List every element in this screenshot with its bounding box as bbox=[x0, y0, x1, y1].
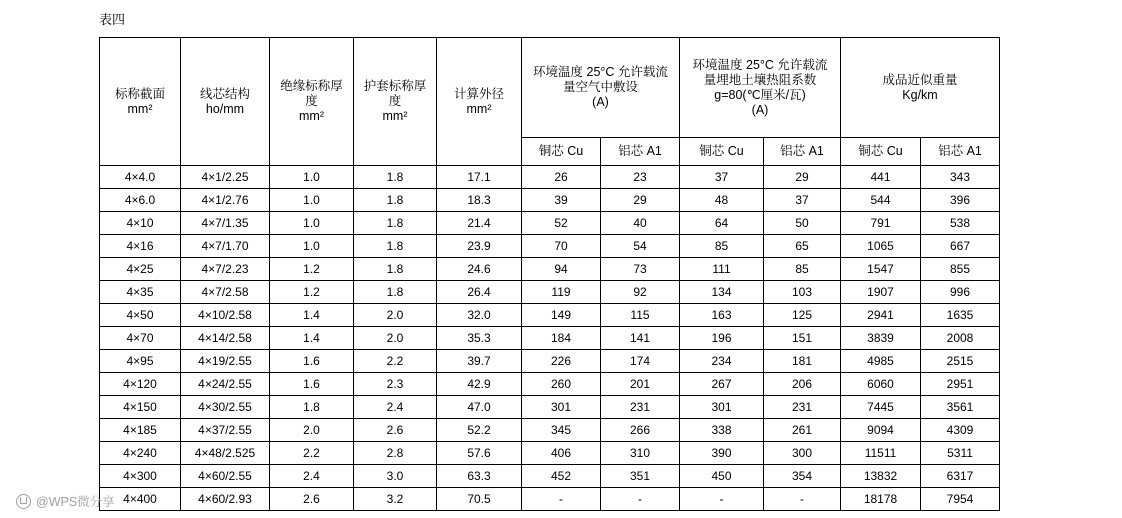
column-header-nominal_section bbox=[100, 38, 181, 166]
table-cell: - bbox=[601, 488, 680, 511]
table-row bbox=[100, 373, 1000, 396]
column-header-line: mm² bbox=[127, 101, 153, 116]
table-cell: 1.4 bbox=[270, 327, 354, 350]
table-cell: 301 bbox=[680, 396, 764, 419]
table-cell: 4309 bbox=[921, 419, 1000, 442]
table-cell: 1.0 bbox=[270, 212, 354, 235]
table-cell: 1.0 bbox=[270, 235, 354, 258]
table-row bbox=[100, 258, 1000, 281]
table-row bbox=[100, 488, 1000, 511]
table-cell: 52 bbox=[522, 212, 601, 235]
table-cell: 4×19/2.55 bbox=[181, 350, 270, 373]
table-cell: 4×14/2.58 bbox=[181, 327, 270, 350]
table-cell: 40 bbox=[601, 212, 680, 235]
table-cell: 174 bbox=[601, 350, 680, 373]
table-row bbox=[100, 396, 1000, 419]
table-cell: 4×185 bbox=[100, 419, 181, 442]
table-cell: 141 bbox=[601, 327, 680, 350]
column-header-soil_current bbox=[680, 38, 841, 138]
table-cell: 4×1/2.25 bbox=[181, 166, 270, 189]
table-cell: 1.0 bbox=[270, 166, 354, 189]
table-cell: 261 bbox=[764, 419, 841, 442]
table-row bbox=[100, 419, 1000, 442]
column-header-line: mm² bbox=[466, 101, 492, 116]
table-cell: 231 bbox=[764, 396, 841, 419]
table-cell: 4985 bbox=[841, 350, 921, 373]
table-cell: 54 bbox=[601, 235, 680, 258]
table-cell: 4×70 bbox=[100, 327, 181, 350]
column-header-line: mm² bbox=[382, 109, 408, 123]
column-header-line: 绝缘标称厚 bbox=[280, 79, 343, 93]
column-header-weight bbox=[841, 38, 1000, 138]
column-header-line: 量空气中敷设 bbox=[562, 80, 638, 94]
table-cell: 9094 bbox=[841, 419, 921, 442]
table-cell: 17.1 bbox=[437, 166, 522, 189]
table-header-row-group bbox=[100, 38, 1000, 138]
table-cell: 396 bbox=[921, 189, 1000, 212]
table-cell: 855 bbox=[921, 258, 1000, 281]
table-cell: 29 bbox=[764, 166, 841, 189]
table-cell: 2.0 bbox=[354, 327, 437, 350]
table-cell: 47.0 bbox=[437, 396, 522, 419]
table-cell: 4×4.0 bbox=[100, 166, 181, 189]
table-cell: 1.2 bbox=[270, 281, 354, 304]
table-cell: 11511 bbox=[841, 442, 921, 465]
column-subheader: 铝芯 A1 bbox=[921, 138, 1000, 166]
table-cell: 301 bbox=[522, 396, 601, 419]
column-subheader: 铜芯 Cu bbox=[841, 138, 921, 166]
table-cell: 7954 bbox=[921, 488, 1000, 511]
column-header-core_structure bbox=[181, 38, 270, 166]
table-cell: 4×300 bbox=[100, 465, 181, 488]
table-cell: 4×240 bbox=[100, 442, 181, 465]
table-cell: 231 bbox=[601, 396, 680, 419]
table-row bbox=[100, 281, 1000, 304]
table-cell: 267 bbox=[680, 373, 764, 396]
table-cell: 85 bbox=[680, 235, 764, 258]
table-cell: 29 bbox=[601, 189, 680, 212]
table-cell: 3.2 bbox=[354, 488, 437, 511]
table-cell: 94 bbox=[522, 258, 601, 281]
table-cell: 1.8 bbox=[354, 166, 437, 189]
table-cell: 1.8 bbox=[270, 396, 354, 419]
column-header-line: 计算外径 bbox=[453, 86, 504, 101]
watermark bbox=[16, 492, 115, 510]
table-cell: 70 bbox=[522, 235, 601, 258]
table-cell: 37 bbox=[680, 166, 764, 189]
table-cell: 24.6 bbox=[437, 258, 522, 281]
table-head bbox=[100, 38, 1000, 166]
table-cell: 23 bbox=[601, 166, 680, 189]
table-cell: 4×35 bbox=[100, 281, 181, 304]
watermark-icon bbox=[16, 494, 31, 509]
table-cell: 1.8 bbox=[354, 258, 437, 281]
table-cell: 1.6 bbox=[270, 350, 354, 373]
table-cell: 2.4 bbox=[354, 396, 437, 419]
column-subheader: 铜芯 Cu bbox=[522, 138, 601, 166]
table-cell: 1.8 bbox=[354, 281, 437, 304]
table-cell: 1.8 bbox=[354, 235, 437, 258]
table-cell: 65 bbox=[764, 235, 841, 258]
table-cell: 4×37/2.55 bbox=[181, 419, 270, 442]
table-cell: 345 bbox=[522, 419, 601, 442]
table-cell: 184 bbox=[522, 327, 601, 350]
table-cell: 338 bbox=[680, 419, 764, 442]
table-cell: 2.2 bbox=[354, 350, 437, 373]
table-cell: 111 bbox=[680, 258, 764, 281]
table-cell: 4×10 bbox=[100, 212, 181, 235]
table-cell: 1065 bbox=[841, 235, 921, 258]
table-cell: 450 bbox=[680, 465, 764, 488]
table-cell: 4×7/1.35 bbox=[181, 212, 270, 235]
table-cell: 3.0 bbox=[354, 465, 437, 488]
table-cell: 300 bbox=[764, 442, 841, 465]
table-row bbox=[100, 327, 1000, 350]
column-subheader: 铜芯 Cu bbox=[680, 138, 764, 166]
table-cell: 2515 bbox=[921, 350, 1000, 373]
column-header-line: mm² bbox=[299, 109, 324, 123]
table-cell: 4×16 bbox=[100, 235, 181, 258]
table-cell: 115 bbox=[601, 304, 680, 327]
table-cell: 1.0 bbox=[270, 189, 354, 212]
table-cell: 452 bbox=[522, 465, 601, 488]
column-header-sheath_thickness bbox=[354, 38, 437, 166]
column-header-insulation_thickness bbox=[270, 38, 354, 166]
table-cell: 2.6 bbox=[270, 488, 354, 511]
table-cell: 149 bbox=[522, 304, 601, 327]
column-header-line: (A) bbox=[751, 102, 769, 117]
table-cell: 181 bbox=[764, 350, 841, 373]
table-row bbox=[100, 235, 1000, 258]
table-cell: 1.2 bbox=[270, 258, 354, 281]
column-header-line: g=80(℃厘米/瓦) bbox=[714, 87, 806, 102]
table-row bbox=[100, 465, 1000, 488]
table-cell: 2951 bbox=[921, 373, 1000, 396]
table-cell: 125 bbox=[764, 304, 841, 327]
table-row bbox=[100, 189, 1000, 212]
table-cell: 791 bbox=[841, 212, 921, 235]
table-cell: 48 bbox=[680, 189, 764, 212]
table-cell: 2.6 bbox=[354, 419, 437, 442]
table-cell: 32.0 bbox=[437, 304, 522, 327]
table-cell: 4×400 bbox=[100, 488, 181, 511]
table-cell: 2.2 bbox=[270, 442, 354, 465]
column-header-line: 度 bbox=[305, 94, 318, 108]
table-cell: 2.4 bbox=[270, 465, 354, 488]
column-subheader: 铝芯 A1 bbox=[764, 138, 841, 166]
table-cell: 351 bbox=[601, 465, 680, 488]
table-cell: 4×1/2.76 bbox=[181, 189, 270, 212]
table-cell: 4×7/2.23 bbox=[181, 258, 270, 281]
column-header-line: 标称截面 bbox=[114, 86, 165, 101]
table-cell: 4×6.0 bbox=[100, 189, 181, 212]
table-cell: 119 bbox=[522, 281, 601, 304]
table-cell: 39 bbox=[522, 189, 601, 212]
column-header-line: ho/mm bbox=[205, 101, 245, 116]
table-cell: 21.4 bbox=[437, 212, 522, 235]
table-cell: 4×95 bbox=[100, 350, 181, 373]
table-cell: 1.6 bbox=[270, 373, 354, 396]
cable-spec-table bbox=[99, 37, 1000, 511]
table-cell: 4×150 bbox=[100, 396, 181, 419]
table-cell: 538 bbox=[921, 212, 1000, 235]
table-cell: 37 bbox=[764, 189, 841, 212]
table-cell: 7445 bbox=[841, 396, 921, 419]
table-cell: 4×120 bbox=[100, 373, 181, 396]
table-cell: 3839 bbox=[841, 327, 921, 350]
table-cell: 73 bbox=[601, 258, 680, 281]
table-cell: 3561 bbox=[921, 396, 1000, 419]
table-cell: 18.3 bbox=[437, 189, 522, 212]
table-cell: 4×7/2.58 bbox=[181, 281, 270, 304]
column-header-line: (A) bbox=[592, 95, 609, 109]
table-caption: 表四 bbox=[99, 12, 126, 27]
table-cell: 4×30/2.55 bbox=[181, 396, 270, 419]
table-cell: 42.9 bbox=[437, 373, 522, 396]
table-cell: 310 bbox=[601, 442, 680, 465]
table-cell: 64 bbox=[680, 212, 764, 235]
table-cell: 4×48/2.525 bbox=[181, 442, 270, 465]
column-header-line: 度 bbox=[388, 94, 402, 108]
table-cell: 2.3 bbox=[354, 373, 437, 396]
table-cell: 226 bbox=[522, 350, 601, 373]
table-cell: 85 bbox=[764, 258, 841, 281]
table-cell: 343 bbox=[921, 166, 1000, 189]
table-cell: 52.2 bbox=[437, 419, 522, 442]
column-header-line: 护套标称厚 bbox=[363, 79, 427, 93]
table-cell: 4×60/2.55 bbox=[181, 465, 270, 488]
column-header-line: 环境温度 25°C 允许载流 bbox=[692, 57, 828, 72]
table-cell: 1.4 bbox=[270, 304, 354, 327]
column-header-line: 线芯结构 bbox=[199, 86, 250, 101]
table-cell: 39.7 bbox=[437, 350, 522, 373]
table-cell: 5311 bbox=[921, 442, 1000, 465]
table-cell: 35.3 bbox=[437, 327, 522, 350]
table-body bbox=[100, 166, 1000, 511]
table-cell: 390 bbox=[680, 442, 764, 465]
table-row bbox=[100, 350, 1000, 373]
column-header-line: 环境温度 25°C 允许载流 bbox=[533, 65, 668, 79]
column-header-air_current bbox=[522, 38, 680, 138]
table-cell: 2008 bbox=[921, 327, 1000, 350]
table-cell: 63.3 bbox=[437, 465, 522, 488]
table-cell: 1547 bbox=[841, 258, 921, 281]
table-row bbox=[100, 442, 1000, 465]
column-header-line: 量埋地土壤热阻系数 bbox=[703, 72, 817, 87]
table-cell: 4×10/2.58 bbox=[181, 304, 270, 327]
table-cell: 406 bbox=[522, 442, 601, 465]
watermark-label: @WPS微分享 bbox=[36, 495, 115, 509]
table-cell: 4×50 bbox=[100, 304, 181, 327]
table-cell: 201 bbox=[601, 373, 680, 396]
column-subheader: 铝芯 A1 bbox=[601, 138, 680, 166]
table-cell: 234 bbox=[680, 350, 764, 373]
table-cell: 2.0 bbox=[354, 304, 437, 327]
column-header-line: Kg/km bbox=[902, 87, 938, 102]
table-cell: 2.8 bbox=[354, 442, 437, 465]
table-cell: 26 bbox=[522, 166, 601, 189]
table-cell: 70.5 bbox=[437, 488, 522, 511]
table-cell: 2.0 bbox=[270, 419, 354, 442]
column-header-line: 成品近似重量 bbox=[882, 72, 958, 87]
table-cell: 6317 bbox=[921, 465, 1000, 488]
table-cell: 4×24/2.55 bbox=[181, 373, 270, 396]
table-row bbox=[100, 166, 1000, 189]
table-cell: 996 bbox=[921, 281, 1000, 304]
table-cell: 4×7/1.70 bbox=[181, 235, 270, 258]
table-cell: 1.8 bbox=[354, 189, 437, 212]
column-header-outer_diameter bbox=[437, 38, 522, 166]
table-cell: 667 bbox=[921, 235, 1000, 258]
table-cell: 26.4 bbox=[437, 281, 522, 304]
table-cell: 4×60/2.93 bbox=[181, 488, 270, 511]
table-cell: 151 bbox=[764, 327, 841, 350]
table-cell: 1907 bbox=[841, 281, 921, 304]
table-cell: 134 bbox=[680, 281, 764, 304]
table-cell: - bbox=[764, 488, 841, 511]
table-cell: 163 bbox=[680, 304, 764, 327]
table-cell: 92 bbox=[601, 281, 680, 304]
table-cell: 196 bbox=[680, 327, 764, 350]
table-cell: 50 bbox=[764, 212, 841, 235]
table-cell: 544 bbox=[841, 189, 921, 212]
table-cell: 1635 bbox=[921, 304, 1000, 327]
table-cell: 260 bbox=[522, 373, 601, 396]
table-cell: 57.6 bbox=[437, 442, 522, 465]
table-cell: 441 bbox=[841, 166, 921, 189]
table-cell: - bbox=[522, 488, 601, 511]
table-cell: 2941 bbox=[841, 304, 921, 327]
table-cell: 266 bbox=[601, 419, 680, 442]
table-cell: 23.9 bbox=[437, 235, 522, 258]
table-row bbox=[100, 212, 1000, 235]
table-cell: 4×25 bbox=[100, 258, 181, 281]
table-cell: 354 bbox=[764, 465, 841, 488]
table-cell: 206 bbox=[764, 373, 841, 396]
table-cell: 103 bbox=[764, 281, 841, 304]
table-cell: - bbox=[680, 488, 764, 511]
table-row bbox=[100, 304, 1000, 327]
table-cell: 1.8 bbox=[354, 212, 437, 235]
table-cell: 6060 bbox=[841, 373, 921, 396]
table-cell: 13832 bbox=[841, 465, 921, 488]
table-cell: 18178 bbox=[841, 488, 921, 511]
